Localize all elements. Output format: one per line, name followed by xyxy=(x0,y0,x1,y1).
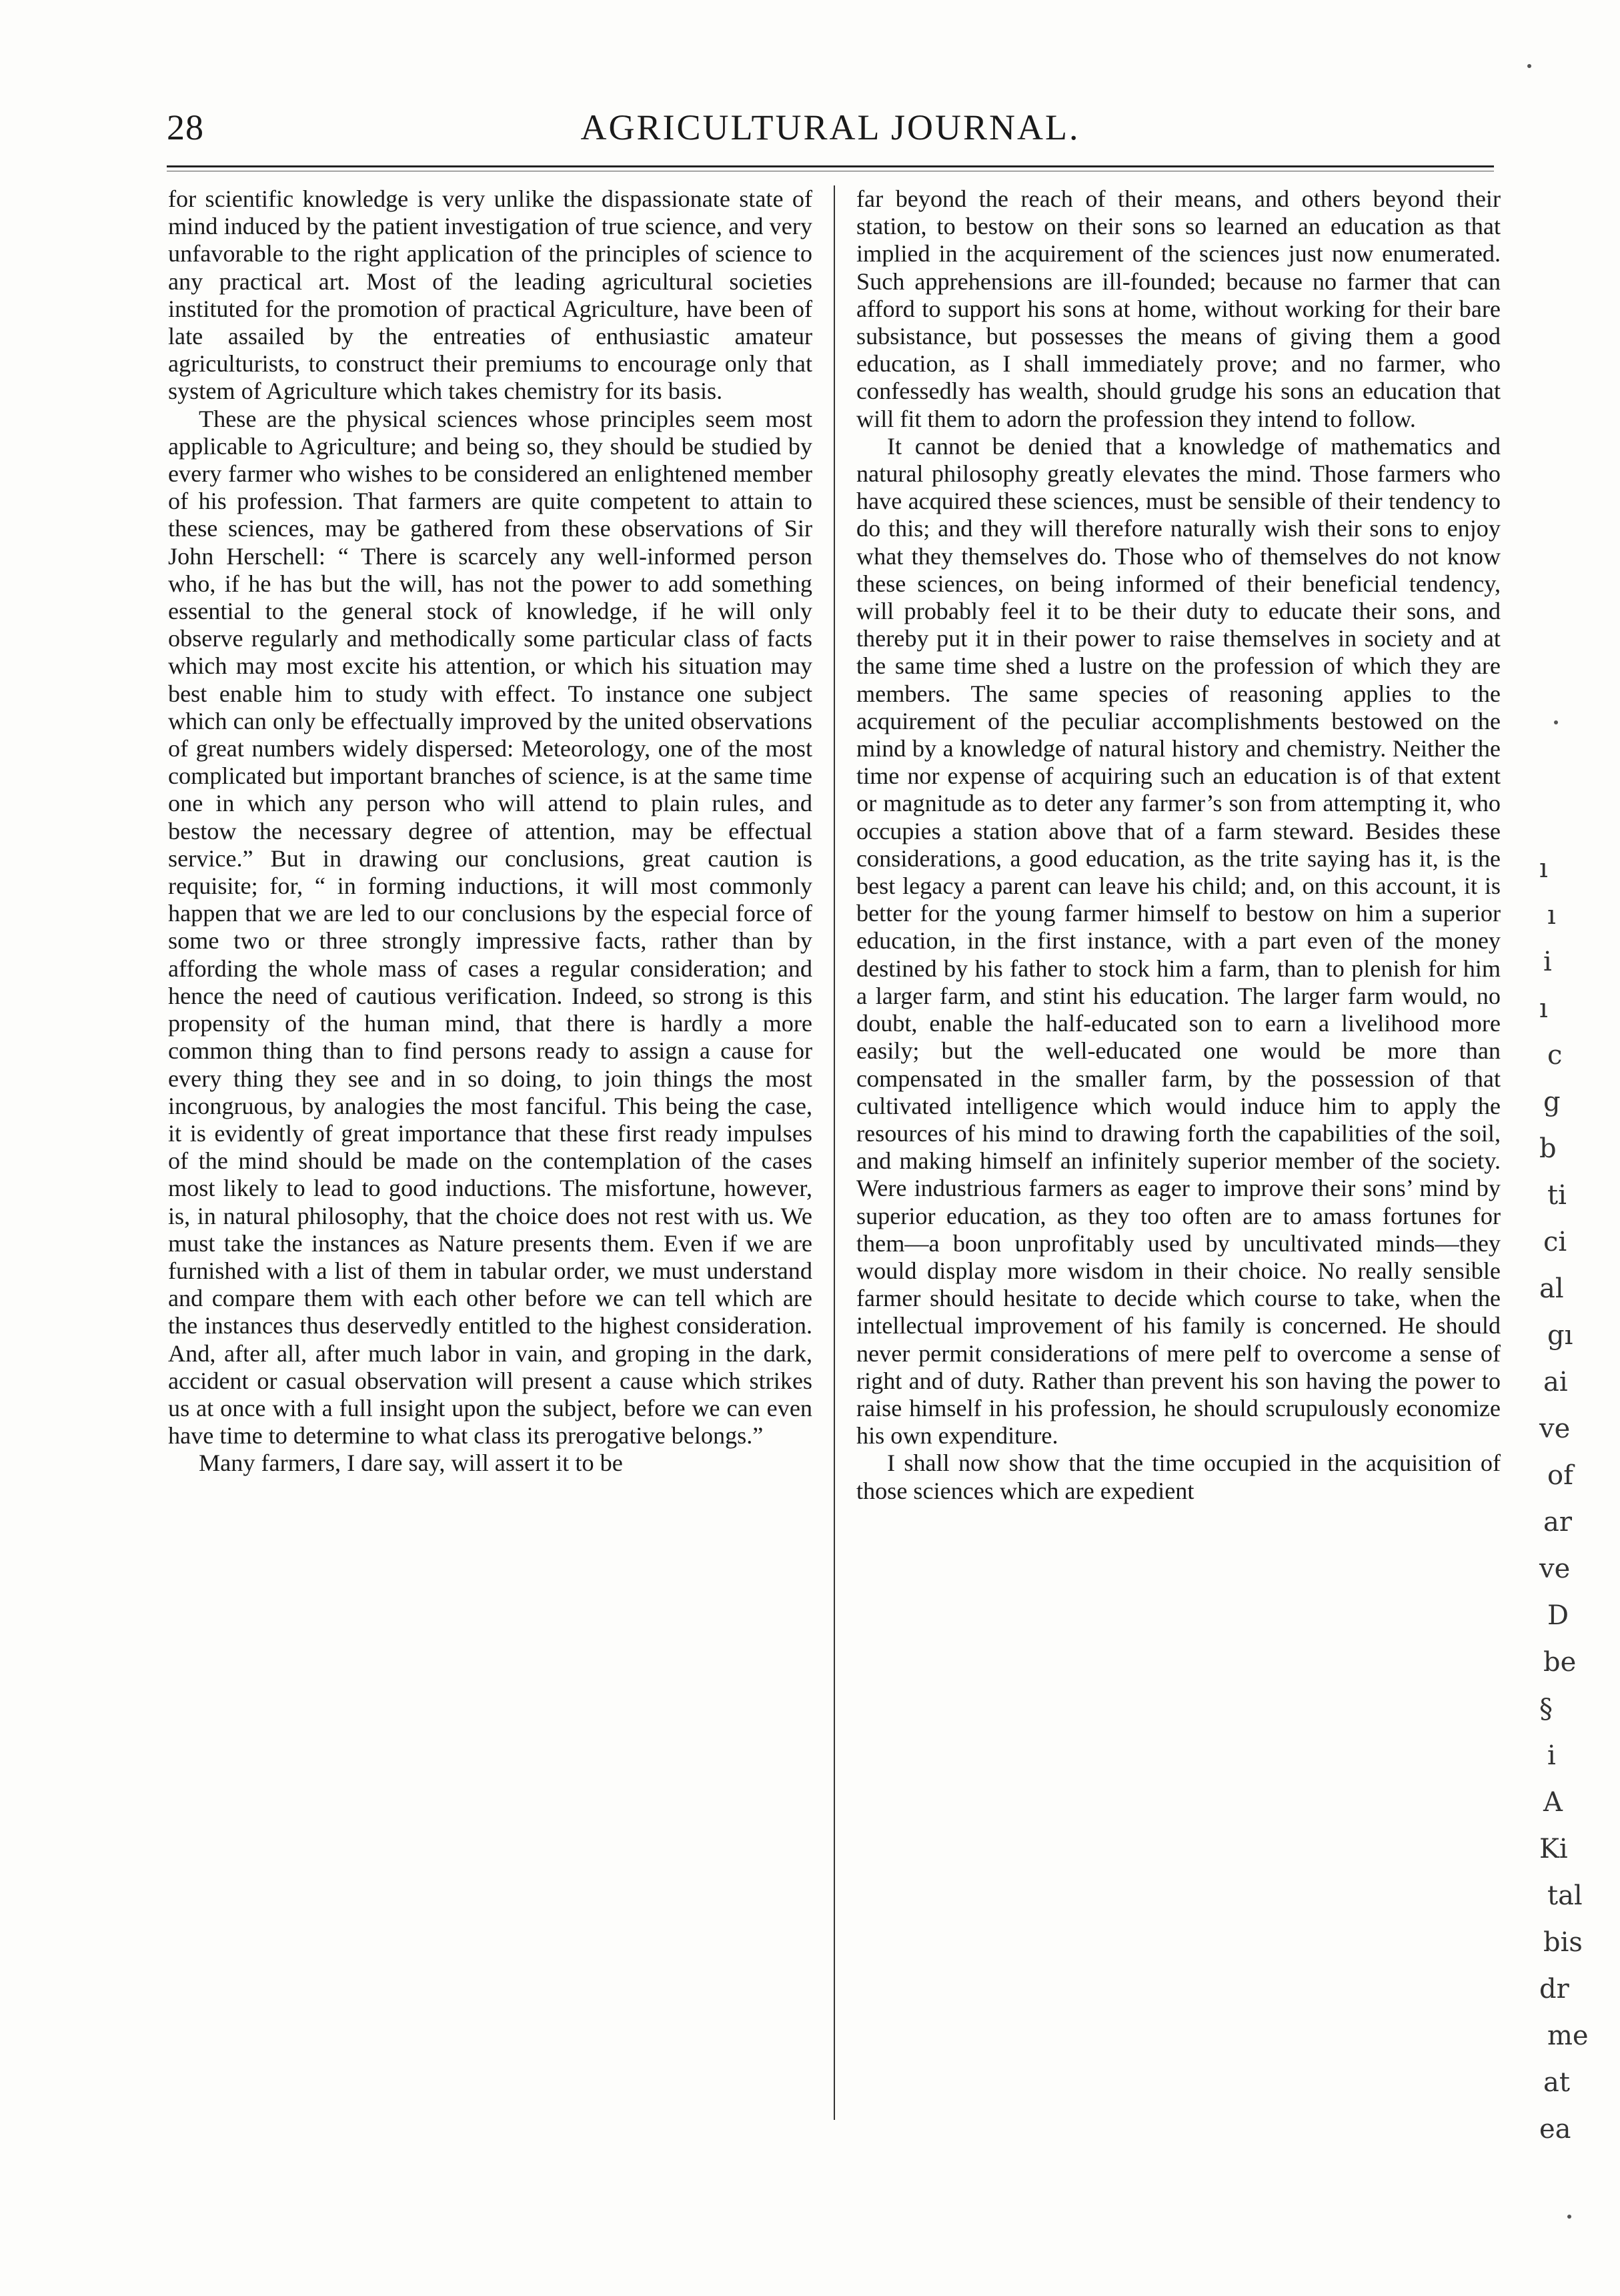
right-paragraph-1: far beyond the reach of their means, and others beyond their station, to bestow on their sons so learned an education as that implied in the acquirement of the sciences just now enumerated. Such apprehensions are ill-founded; because no farmer that can afford to support his sons at home, without working for their bare subsistance, but possesses the means of giving them a good education, as I shall immediately prove; and no farmer, who confessedly has wealth, should grudge his sons an education that will fit them to adorn the profession they intend to follow. xyxy=(856,185,1501,432)
bleed-glyph: ti xyxy=(1547,1180,1567,1211)
bleed-glyph: al xyxy=(1539,1273,1564,1304)
right-column xyxy=(856,185,1501,2133)
page-header xyxy=(167,107,1494,160)
bleed-glyph: A xyxy=(1543,1787,1563,1818)
left-paragraph-3: Many farmers, I dare say, will assert it to be xyxy=(199,1450,623,1477)
scan-speck xyxy=(1527,64,1531,68)
bleed-glyph: b xyxy=(1539,1133,1557,1164)
bleed-glyph: Ki xyxy=(1539,1834,1568,1864)
left-paragraph-2: These are the physical sciences whose principles seem most applicable to Agriculture; and being so, they should be studied by every farmer who wishes to be considered an enlightened member of his profession. That farmers are quite competent to attain to these sciences, may be gathered from these observations of Sir John Herschell: “ There is scarcely any well-informed person who, if he has but the will, has not the power to add something essential to the general stock of knowledge, if he will only observe regularly and methodically some particular class of facts which may most excite his attention, or which his situation may best enable him to study with effect. To instance one subject which can only be effectually improved by the united observations of great numbers widely dispersed: Meteorology, one of the most complicated but important branches of science, is at the same time one in which any person who will attend to plain rules, and bestow the necessary degree of attention, may be effectual service.” But in drawing our conclusions, great caution is requisite; for, “ in forming inductions, it will most commonly happen that we are led to our conclusions by the especial force of some two or three strongly impressive facts, rather than by affording the whole mass of cases a regular consideration; and hence the need of cautious verification. Indeed, so strong is this propensity of the human mind, that there is hardly a more common thing than to find persons ready to assign a cause for every thing they see and in so doing, to join things the most incongruous, by analogies the most fanciful. This being the case, it is evidently of great importance that these first ready impulses of the mind should be made on the contemplation of the cases most likely to lead to good inductions. The misfortune, however, is, in natural philosophy, that the choice does not rest with us. We must take the instances as Nature presents them. Even if we are furnished with a list of them in tabular order, we must understand and compare them with each other before we can tell which are the instances thus deservedly entitled to the highest consideration. And, after all, after much labor in vain, and groping in the dark, accident or casual observation will present a cause which strikes us at once with a full insight upon the subject, before we can even have time to determine to what class its prerogative belongs.” xyxy=(168,405,812,1450)
bleed-glyph: dr xyxy=(1539,1974,1569,2004)
bleed-glyph: g xyxy=(1543,1087,1561,1117)
bleed-glyph: at xyxy=(1543,2067,1570,2098)
bleed-glyph: ea xyxy=(1539,2114,1571,2145)
bleed-glyph: bis xyxy=(1543,1927,1583,1958)
scan-speck xyxy=(1554,720,1558,724)
bleed-glyph: D xyxy=(1547,1600,1569,1631)
bleed-glyph: be xyxy=(1543,1647,1577,1678)
bleed-glyph: c xyxy=(1547,1040,1563,1071)
facing-page-bleed xyxy=(1521,854,1601,2255)
left-paragraph-1: for scientific knowledge is very unlike the dispassionate state of mind induced by the patient investigation of true science, and very unfavorable to the right application of the principles of science to any practical art. Most of the leading agricultural societies instituted for the promotion of practical Agriculture, have been of late assailed by the entreaties of enthusiastic amateur agriculturists, to construct their premiums to encourage only that system of Agriculture which takes chemistry for its basis. xyxy=(168,185,812,405)
bleed-glyph: me xyxy=(1547,2021,1589,2051)
bleed-glyph: ai xyxy=(1543,1367,1568,1397)
bleed-glyph: ve xyxy=(1539,1554,1571,1584)
bleed-glyph: of xyxy=(1547,1460,1573,1491)
bleed-glyph: ı xyxy=(1539,853,1548,884)
left-column xyxy=(168,185,812,2133)
column-divider xyxy=(834,185,835,2120)
scan-speck xyxy=(1567,2215,1571,2219)
bleed-glyph: ve xyxy=(1539,1413,1571,1444)
bleed-glyph: i xyxy=(1547,1740,1556,1771)
right-paragraph-2: It cannot be denied that a knowledge of mathematics and natural philosophy greatly elevates the mind. Those farmers who have acquired these sciences, must be sensible of their tendency to do this; and they will therefore naturally wish their sons to enjoy what they themselves do. Those who of themselves do not know these sciences, on being informed of their beneficial tendency, will probably feel it to be their duty to educate their sons, and thereby put it in their power to raise themselves in society and at the same time shed a lustre on the profession of which they are members. The same species of reasoning applies to the acquirement of the peculiar accomplishments bestowed on the mind by a knowledge of natural history and chemistry. Neither the time nor expense of acquiring such an education is of that extent or magnitude as to deter any farmer’s son from attempting it, who occupies a station above that of a farm steward. Besides these considerations, a good education, as the trite saying has it, is the best legacy a parent can leave his child; and, on this account, it is better for the young farmer himself to bestow on him a superior education, in the first instance, with a part even of the money destined by his father to stock him a farm, than to plenish for him a larger farm, and stint his education. The larger farm would, no doubt, enable the half-educated son to earn a livelihood more easily; but the well-educated one would be more than compensated in the smaller farm, by the possession of that cultivated intelligence which would induce him to apply the resources of his mind to drawing forth the capabilities of the soil, and making himself an infinitely superior member of the society. Were industrious farmers as eager to improve their sons’ mind by superior education, as they too often are to amass fortunes for them—a boon unprofitably used by uncultivated minds—they would display more wisdom in their choice. No really sensible farmer should hesitate to decide which course to take, when the intellectual improvement of his family is concerned. He should never permit considerations of mere pelf to overcome a sense of right and of duty. Rather than prevent his son having the power to raise himself in his profession, he should scrupulously economize his own expenditure. xyxy=(856,432,1501,1450)
running-title: AGRICULTURAL JOURNAL. xyxy=(580,107,1080,147)
right-paragraph-3: I shall now show that the time occupied in the acquisition of those sciences which are expedient xyxy=(856,1450,1501,1504)
bleed-glyph: gı xyxy=(1547,1320,1573,1351)
bleed-glyph: § xyxy=(1539,1694,1553,1724)
bleed-glyph: ar xyxy=(1543,1507,1572,1538)
header-rule xyxy=(167,165,1494,167)
bleed-glyph: ı xyxy=(1539,993,1548,1024)
bleed-glyph: tal xyxy=(1547,1880,1583,1911)
page-number: 28 xyxy=(167,107,204,147)
bleed-glyph: ı xyxy=(1547,900,1556,931)
bleed-glyph: i xyxy=(1543,947,1552,977)
bleed-glyph: ci xyxy=(1543,1227,1567,1257)
